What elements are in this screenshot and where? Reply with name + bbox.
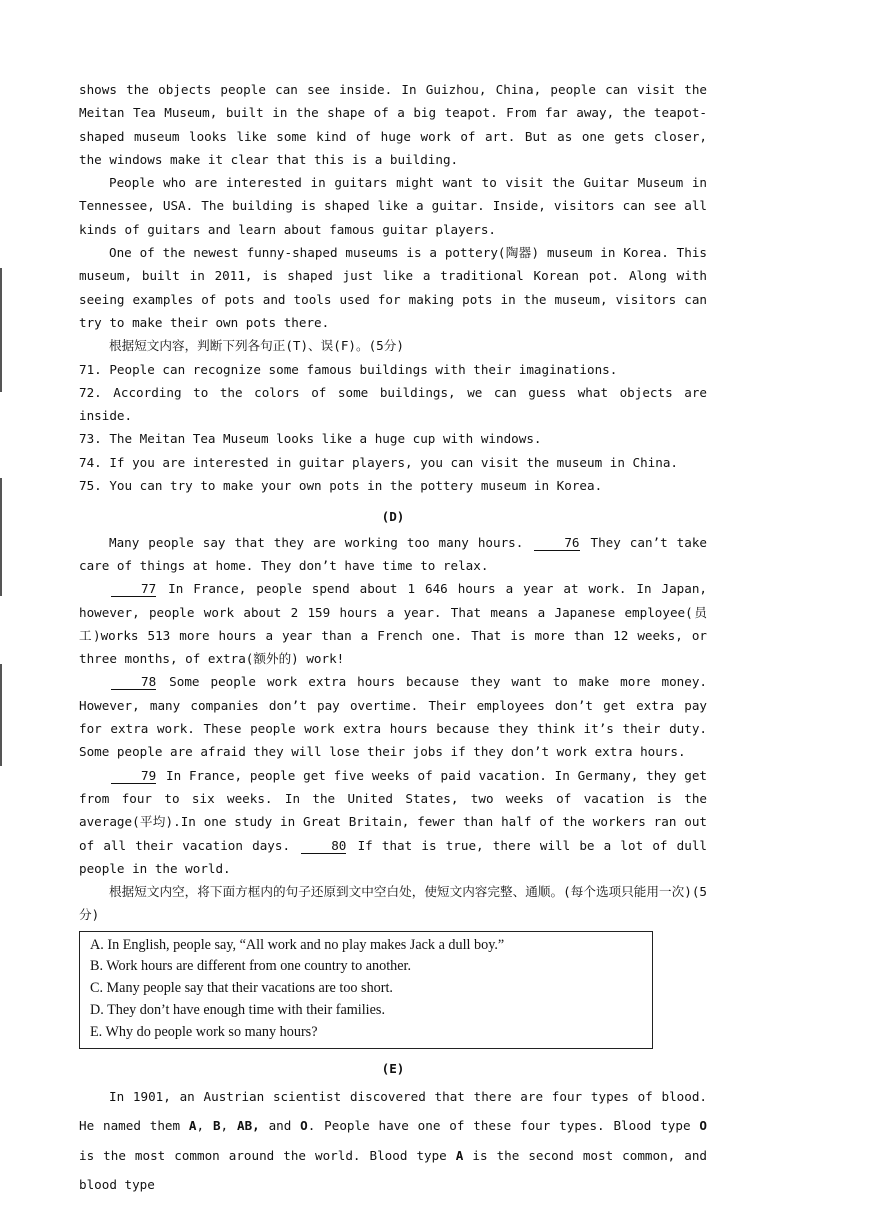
passage-d-p4-text-b: If that is true, there will be a lot of dull people in the world. (79, 837, 707, 876)
passage-d-p3-text: Some people work extra hours because they want to make more money. However, many companies don’t pay overtime. Their employees don’t get extra pay for extra work. These people work extra hours because they think it’s their duty. Some people are afraid they will lose their jobs if they don’t work extra hours. (79, 674, 707, 760)
passage-c-paragraph-3: One of the newest funny-shaped museums is a pottery(陶器) museum in Korea. This museum, built in 2011, is shaped just like a traditional Korean pot. Along with seeing examples of pots and tools used for making pots in the museum, visitors can try to make their own pots there. (79, 245, 707, 330)
question-72: 72. According to the colors of some buildings, we can guess what objects are inside. (79, 384, 707, 424)
options-box (79, 931, 653, 1049)
exam-page (79, 78, 707, 1200)
blank-77[interactable]: 77 (111, 581, 156, 597)
question-73: 73. The Meitan Tea Museum looks like a huge cup with windows. (79, 431, 542, 447)
option-b: B. Work hours are different from one country to another. (90, 958, 412, 975)
margin-mark (0, 664, 2, 766)
passage-d-p2-text: In France, people spend about 1 646 hours a year at work. In Japan, however, people work about 2 159 hours a year. That means a Japanese employee(员工)works 513 more hours a year than a French one. That is more than 12 weeks, or three months, of extra(额外的) work! (79, 581, 708, 667)
passage-d-p4-text-a: In France, people get five weeks of paid vacation. In Germany, they get from four to six weeks. In the United States, two weeks of vacation is the average(平均).In one study in Great Britain, fewer than half of the workers ran out of all their vacation days. (79, 767, 707, 853)
passage-e-text-1: In 1901, an Austrian scientist discovered that there are four types of blood. He named them (79, 1088, 707, 1134)
margin-mark (0, 478, 2, 596)
passage-d-instruction: 根据短文内空，将下面方框内的句子还原到文中空白处，使短文内容完整、通顺。(每个选项只能用一次)(5分) (79, 884, 707, 923)
blank-76[interactable]: 76 (534, 535, 579, 551)
blood-type-b: B (212, 1118, 221, 1134)
passage-e-text-3: is the most common around the world. Blood type (79, 1147, 447, 1163)
passage-d-paragraph-2 (79, 577, 707, 670)
blank-79[interactable]: 79 (111, 768, 156, 784)
separator: , (220, 1118, 229, 1134)
passage-e-paragraph-1 (79, 1082, 707, 1200)
passage-c-paragraph-1: shows the objects people can see inside. In Guizhou, China, people can visit the Meitan Tea Museum, built in the shape of a big teapot. From far away, the teapot-shaped museum looks like some kind of huge work of art. But as one gets closer, the windows make it clear that this is a building. (79, 82, 707, 167)
blood-type-o-2: O (699, 1118, 707, 1134)
passage-e-text-4: is the second most common, and blood type (79, 1147, 707, 1193)
passage-d-paragraph-4 (79, 764, 707, 880)
option-a: A. In English, people say, “All work and no play makes Jack a dull boy.” (90, 936, 505, 953)
passage-d-paragraph-3 (79, 670, 707, 763)
blood-type-a: A (188, 1118, 197, 1134)
passage-e-text-2: . People have one of these four types. Blood type (307, 1118, 691, 1134)
separator: , (196, 1118, 205, 1134)
blood-type-ab: AB, (236, 1118, 260, 1134)
question-75: 75. You can try to make your own pots in the pottery museum in Korea. (79, 478, 603, 494)
blood-type-a-2: A (455, 1147, 464, 1163)
passage-d-p1-text-b: They can’t take care of things at home. They don’t have time to relax. (79, 534, 708, 573)
passage-c-instruction: 根据短文内容，判断下列各句正(T)、误(F)。(5分) (109, 338, 404, 354)
question-71: 71. People can recognize some famous buildings with their imaginations. (79, 361, 618, 377)
passage-d-p1-text-a: Many people say that they are working too many hours. (109, 534, 524, 550)
blank-80[interactable]: 80 (301, 838, 346, 854)
section-e-heading: (E) (381, 1060, 405, 1076)
passage-c-paragraph-2: People who are interested in guitars might want to visit the Guitar Museum in Tennessee, USA. The building is shaped like a guitar. Inside, visitors can see all kinds of guitars and learn about famous guitar players. (79, 175, 707, 237)
passage-d-paragraph-1 (79, 531, 707, 578)
question-74: 74. If you are interested in guitar players, you can visit the museum in China. (79, 454, 678, 470)
blood-type-o: O (300, 1118, 308, 1134)
margin-mark (0, 268, 2, 392)
blank-78[interactable]: 78 (111, 674, 156, 690)
passage-e-and: and (268, 1118, 292, 1134)
option-e: E. Why do people work so many hours? (90, 1023, 318, 1040)
option-c: C. Many people say that their vacations are too short. (90, 980, 393, 997)
section-d-heading: (D) (381, 509, 405, 525)
option-d: D. They don’t have enough time with their families. (90, 1002, 385, 1019)
